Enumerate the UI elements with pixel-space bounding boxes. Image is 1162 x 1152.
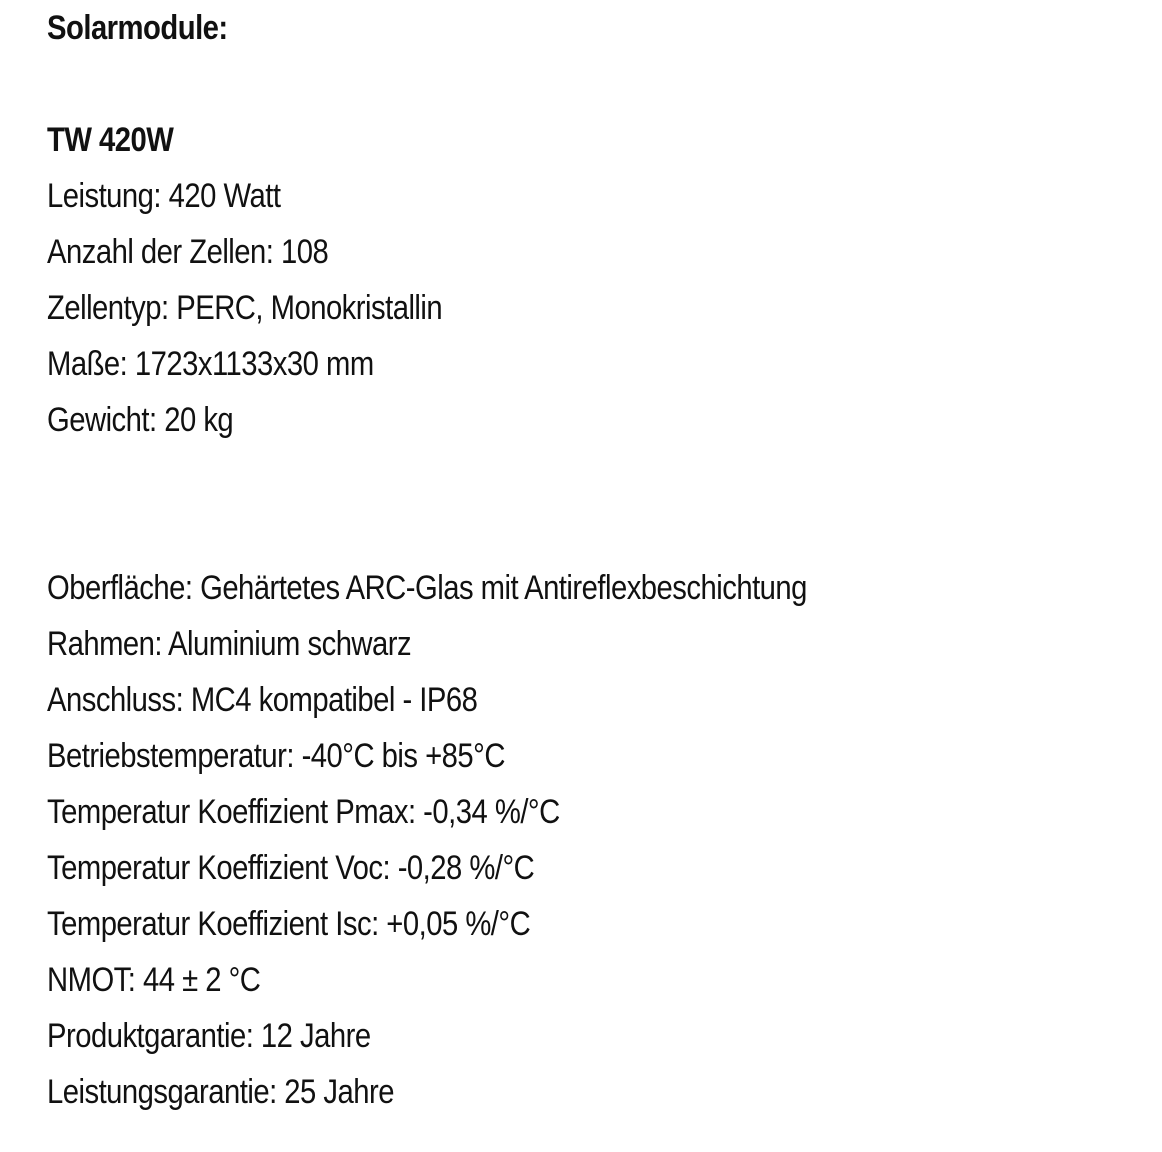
spec-cell-count: Anzahl der Zellen: 108 — [47, 233, 329, 271]
spec-dimensions: Maße: 1723x1133x30 mm — [47, 345, 374, 383]
spec-list-details — [47, 560, 1137, 1120]
spec-temp-coeff-pmax: Temperatur Koeffizient Pmax: -0,34 %/°C — [47, 793, 560, 831]
spacer — [47, 56, 1137, 112]
spec-weight: Gewicht: 20 kg — [47, 401, 234, 439]
product-spec-document — [47, 0, 1137, 1120]
model-title: TW 420W — [47, 121, 174, 159]
spacer — [47, 448, 1137, 560]
spec-product-warranty: Produktgarantie: 12 Jahre — [47, 1017, 371, 1055]
spec-operating-temperature: Betriebstemperatur: -40°C bis +85°C — [47, 737, 505, 775]
spec-surface: Oberfläche: Gehärtetes ARC-Glas mit Antireflexbeschichtung — [47, 569, 807, 607]
spec-list-basic — [47, 168, 1137, 448]
spec-nmot: NMOT: 44 ± 2 °C — [47, 961, 261, 999]
spec-frame: Rahmen: Aluminium schwarz — [47, 625, 412, 663]
spec-temp-coeff-voc: Temperatur Koeffizient Voc: -0,28 %/°C — [47, 849, 535, 887]
section-heading: Solarmodule: — [47, 9, 228, 47]
spec-power: Leistung: 420 Watt — [47, 177, 281, 215]
spec-performance-warranty: Leistungsgarantie: 25 Jahre — [47, 1073, 394, 1111]
spec-temp-coeff-isc: Temperatur Koeffizient Isc: +0,05 %/°C — [47, 905, 531, 943]
spec-connector: Anschluss: MC4 kompatibel - IP68 — [47, 681, 478, 719]
spec-cell-type: Zellentyp: PERC, Monokristallin — [47, 289, 443, 327]
